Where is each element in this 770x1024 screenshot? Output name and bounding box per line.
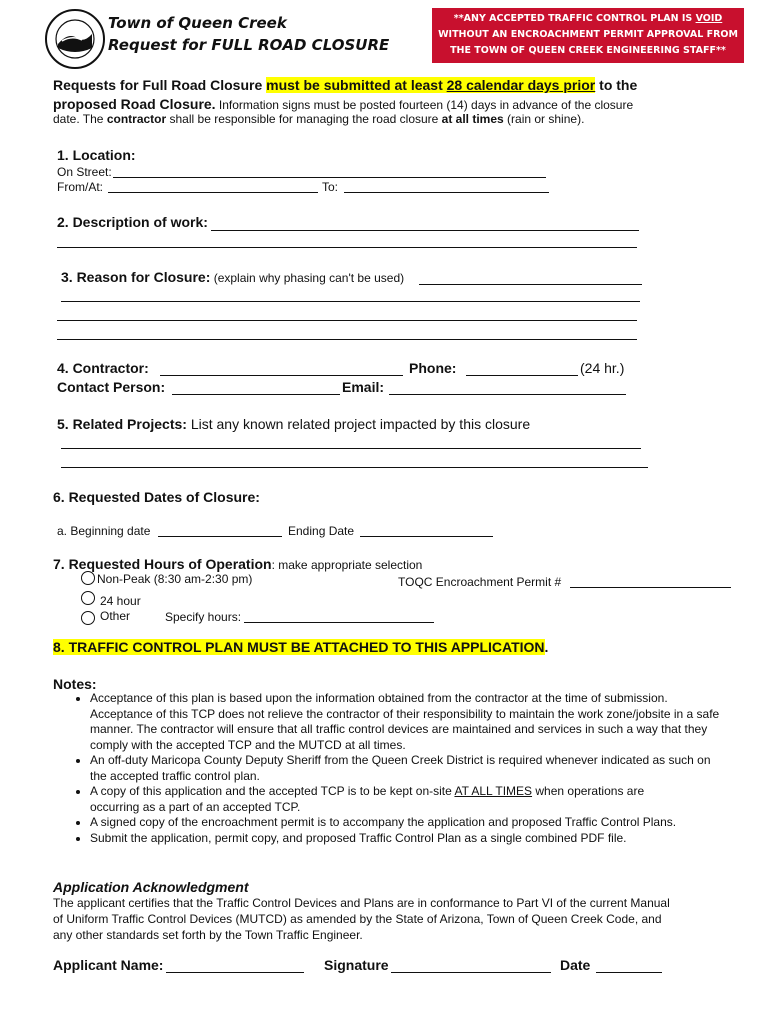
on-street-field[interactable] (113, 177, 546, 178)
radio-non-peak[interactable] (81, 571, 95, 585)
on-street-label: On Street: (57, 165, 112, 179)
note-item: • An off-duty Maricopa County Deputy Sheriff from the Queen Creek District is required whenever indicated as such on the accepted traffic control plan. (90, 753, 730, 784)
tcp-required-notice: 8. TRAFFIC CONTROL PLAN MUST BE ATTACHED TO THIS APPLICATION. (53, 639, 549, 655)
contractor-label: 4. Contractor: (57, 360, 149, 376)
24-hour-label: 24 hour (100, 594, 141, 608)
contact-person-label: Contact Person: (57, 379, 166, 395)
reason-field-3[interactable] (57, 320, 637, 321)
reason-heading: 3. Reason for Closure: (explain why phasing can't be used) (61, 269, 405, 285)
date-label: Date (560, 957, 591, 973)
phone-label: Phone: (409, 360, 457, 376)
email-label: Email: (342, 379, 385, 395)
acknowledgment-line-2: of Uniform Traffic Control Devices (MUTCD) as amended by the State of Arizona, Town of Queen Creek Code, and (53, 912, 662, 926)
related-projects-heading: 5. Related Projects: List any known related project impacted by this closure (57, 416, 531, 432)
to-label: To: (322, 180, 339, 194)
permit-number-field[interactable] (570, 587, 731, 588)
ending-date-field[interactable] (360, 536, 493, 537)
note-item: • A copy of this application and the accepted TCP is to be kept on-site AT ALL TIMES when operations are occurring as a part of an accepted TCP. (90, 784, 730, 815)
reason-field-2[interactable] (61, 301, 640, 302)
note-item: • Submit the application, permit copy, and proposed Traffic Control Plan as a single combined PDF file. (90, 831, 730, 847)
contact-person-field[interactable] (172, 394, 340, 395)
beginning-date-field[interactable] (158, 536, 282, 537)
phone-field[interactable] (466, 375, 578, 376)
intro-line-1: Requests for Full Road Closure must be submitted at least 28 calendar days prior to the (53, 77, 638, 93)
signature-label: Signature (324, 957, 389, 973)
radio-other[interactable] (81, 611, 95, 625)
intro-line-3: date. The contractor shall be responsible for managing the road closure at all times (rain or shine). (53, 112, 585, 126)
contractor-field[interactable] (160, 375, 403, 376)
reason-field-1[interactable] (419, 284, 642, 285)
description-field-2[interactable] (57, 247, 637, 248)
notes-heading: Notes: (53, 676, 97, 692)
intro-line-2: proposed Road Closure. Information signs must be posted fourteen (14) days in advance of the closure (53, 96, 634, 112)
ending-date-label: Ending Date (288, 524, 355, 538)
town-name: Town of Queen Creek (108, 14, 287, 32)
void-warning-banner: **ANY ACCEPTED TRAFFIC CONTROL PLAN IS VOID WITHOUT AN ENCROACHMENT PERMIT APPROVAL FROM THE TOWN OF QUEEN CREEK ENGINEERING STAFF** (432, 8, 744, 63)
specify-hours-label: Specify hours: (165, 610, 242, 624)
form-title: Request for FULL ROAD CLOSURE (108, 36, 390, 54)
note-item: • A signed copy of the encroachment permit is to accompany the application and proposed Traffic Control Plans. (90, 815, 730, 831)
beginning-date-label: a. Beginning date (57, 524, 151, 538)
email-field[interactable] (389, 394, 626, 395)
town-seal-logo (44, 8, 106, 70)
signature-field[interactable] (391, 972, 551, 973)
hours-heading: 7. Requested Hours of Operation: make appropriate selection (53, 556, 423, 572)
acknowledgment-line-3: any other standards set forth by the Town Traffic Engineer. (53, 928, 363, 942)
to-field[interactable] (344, 192, 549, 193)
related-projects-field-1[interactable] (61, 448, 641, 449)
specify-hours-field[interactable] (244, 622, 434, 623)
applicant-name-label: Applicant Name: (53, 957, 164, 973)
location-heading: 1. Location: (57, 147, 136, 163)
non-peak-label: Non-Peak (8:30 am-2:30 pm) (97, 572, 253, 586)
description-field-1[interactable] (211, 230, 639, 231)
acknowledgment-heading: Application Acknowledgment (53, 879, 249, 895)
acknowledgment-line-1: The applicant certifies that the Traffic Control Devices and Plans are in conformance to Part VI of the current Manual (53, 896, 670, 910)
notes-list (70, 691, 730, 846)
dates-heading: 6. Requested Dates of Closure: (53, 489, 260, 505)
reason-field-4[interactable] (57, 339, 637, 340)
applicant-name-field[interactable] (166, 972, 304, 973)
description-heading: 2. Description of work: (57, 214, 208, 230)
note-item: • Acceptance of this plan is based upon the information obtained from the contractor at the time of submission. Acceptance of this TCP does not relieve the contractor of their responsibility to maintain the work zone/jobsite in a safe manner. The contractor will ensure that all traffic control devices are maintained and services in such a way that they comply with the accepted TCP and the MUTCD at all times. (90, 691, 730, 753)
related-projects-field-2[interactable] (61, 467, 648, 468)
phone-note: (24 hr.) (580, 360, 625, 376)
from-at-field[interactable] (108, 192, 318, 193)
from-at-label: From/At: (57, 180, 104, 194)
radio-24-hour[interactable] (81, 591, 95, 605)
permit-label: TOQC Encroachment Permit # (398, 575, 562, 589)
date-field[interactable] (596, 972, 662, 973)
other-label: Other (100, 609, 131, 623)
